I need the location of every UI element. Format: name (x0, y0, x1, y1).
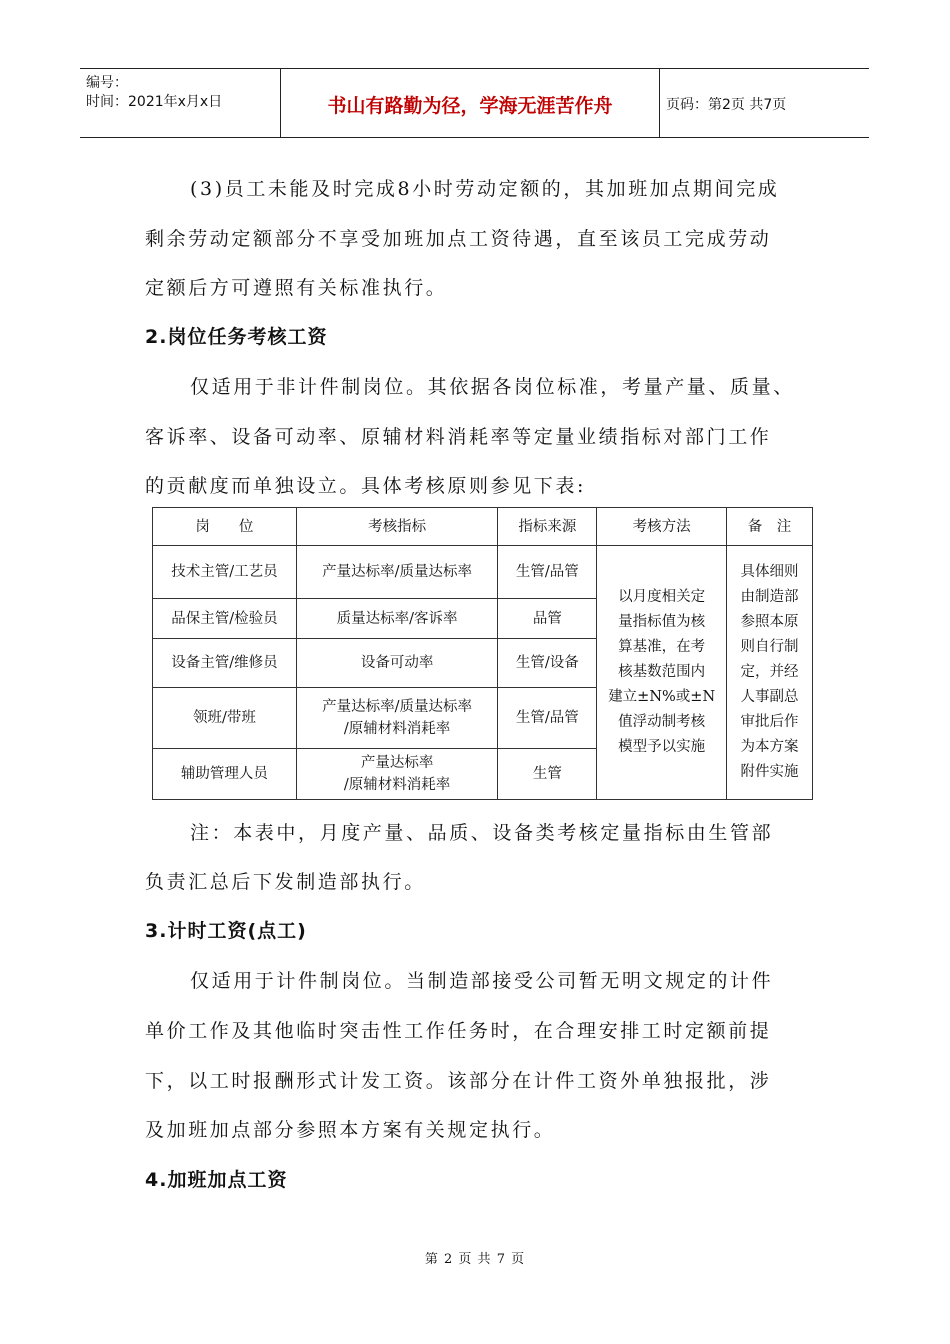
section3-line-2: 单价工作及其他临时突击性工作任务时，在合理安排工时定额前提 (145, 1020, 772, 1042)
section1-line-3: 定额后方可遵照有关标准执行。 (145, 277, 448, 299)
method-line: 建立±N%或±N (608, 689, 716, 705)
method-line: 算基准，在考 (618, 639, 706, 655)
header-motto: 书山有路勤为径，学海无涯苦作舟 (327, 95, 613, 117)
cell-remark (727, 546, 813, 800)
metric-line: 产量达标率/质量达标率 (322, 699, 473, 715)
section3-heading: 3.计时工资(点工) (145, 920, 307, 942)
cell-source: 生管/设备 (498, 639, 597, 688)
remark-line: 具体细则 (740, 564, 799, 580)
col-header-method: 考核方法 (597, 508, 727, 546)
col-header-remark: 备 注 (727, 508, 813, 546)
cell-source: 生管/品管 (498, 546, 597, 599)
remark-line: 由制造部 (740, 589, 799, 605)
cell-source: 品管 (498, 599, 597, 639)
table-note-line-2: 负责汇总后下发制造部执行。 (145, 871, 426, 893)
cell-metric: 产量达标率/质量达标率 (296, 546, 498, 599)
method-line: 值浮动制考核 (618, 714, 706, 730)
header-page-number: 页码：第2页 共7页 (666, 97, 787, 113)
header-meta-cell (80, 69, 281, 137)
cell-metric (296, 749, 498, 800)
remark-line: 为本方案 (740, 739, 799, 755)
document-date-label: 时间：2021年x月x日 (86, 94, 223, 110)
method-line: 核基数范围内 (618, 664, 706, 680)
table-note-line-1: 注：本表中，月度产量、品质、设备类考核定量指标由生管部 (190, 822, 774, 844)
method-line: 模型予以实施 (618, 739, 706, 755)
cell-position: 领班/带班 (153, 688, 297, 749)
page-footer: 第 2 页 共 7 页 (424, 1252, 526, 1267)
cell-source: 生管/品管 (498, 688, 597, 749)
remark-line: 附件实施 (740, 764, 799, 780)
col-header-position: 岗 位 (153, 508, 297, 546)
metric-line: 产量达标率 (360, 755, 434, 771)
metric-line: /原辅材料消耗率 (343, 721, 451, 737)
document-number-label: 编号： (86, 75, 128, 91)
section2-line-2: 客诉率、设备可动率、原辅材料消耗率等定量业绩指标对部门工作 (145, 426, 772, 448)
remark-line: 定，并经 (740, 664, 799, 680)
section1-line-1: (3)员工未能及时完成8小时劳动定额的，其加班加点期间完成 (190, 178, 780, 200)
section4-heading: 4.加班加点工资 (145, 1169, 288, 1191)
page-header (80, 68, 869, 138)
section3-line-3: 下，以工时报酬形式计发工资。该部分在计件工资外单独报批，涉 (145, 1070, 772, 1092)
section2-heading: 2.岗位任务考核工资 (145, 326, 328, 348)
cell-position: 品保主管/检验员 (153, 599, 297, 639)
section1-line-2: 剩余劳动定额部分不享受加班加点工资待遇，直至该员工完成劳动 (145, 228, 772, 250)
method-line: 量指标值为核 (618, 614, 706, 630)
table-row (153, 546, 813, 599)
col-header-source: 指标来源 (498, 508, 597, 546)
method-line: 以月度相关定 (618, 589, 706, 605)
remark-line: 则自行制 (740, 639, 799, 655)
cell-position: 技术主管/工艺员 (153, 546, 297, 599)
section2-line-1: 仅适用于非计件制岗位。其依据各岗位标准，考量产量、质量、 (190, 376, 795, 398)
section3-line-4: 及加班加点部分参照本方案有关规定执行。 (145, 1119, 556, 1141)
header-motto-cell (281, 69, 660, 137)
cell-source: 生管 (498, 749, 597, 800)
section2-line-3: 的贡献度而单独设立。具体考核原则参见下表: (145, 475, 587, 497)
cell-position: 辅助管理人员 (153, 749, 297, 800)
metric-line: /原辅材料消耗率 (343, 777, 451, 793)
col-header-metric: 考核指标 (296, 508, 498, 546)
assessment-table (152, 507, 813, 800)
header-page-cell (660, 69, 869, 137)
remark-line: 审批后作 (740, 714, 799, 730)
remark-line: 参照本原 (740, 614, 799, 630)
cell-metric: 设备可动率 (296, 639, 498, 688)
cell-metric (296, 688, 498, 749)
table-header-row (153, 508, 813, 546)
cell-position: 设备主管/维修员 (153, 639, 297, 688)
cell-metric: 质量达标率/客诉率 (296, 599, 498, 639)
remark-line: 人事副总 (740, 689, 799, 705)
section3-line-1: 仅适用于计件制岗位。当制造部接受公司暂无明文规定的计件 (190, 970, 774, 992)
cell-method (597, 546, 727, 800)
